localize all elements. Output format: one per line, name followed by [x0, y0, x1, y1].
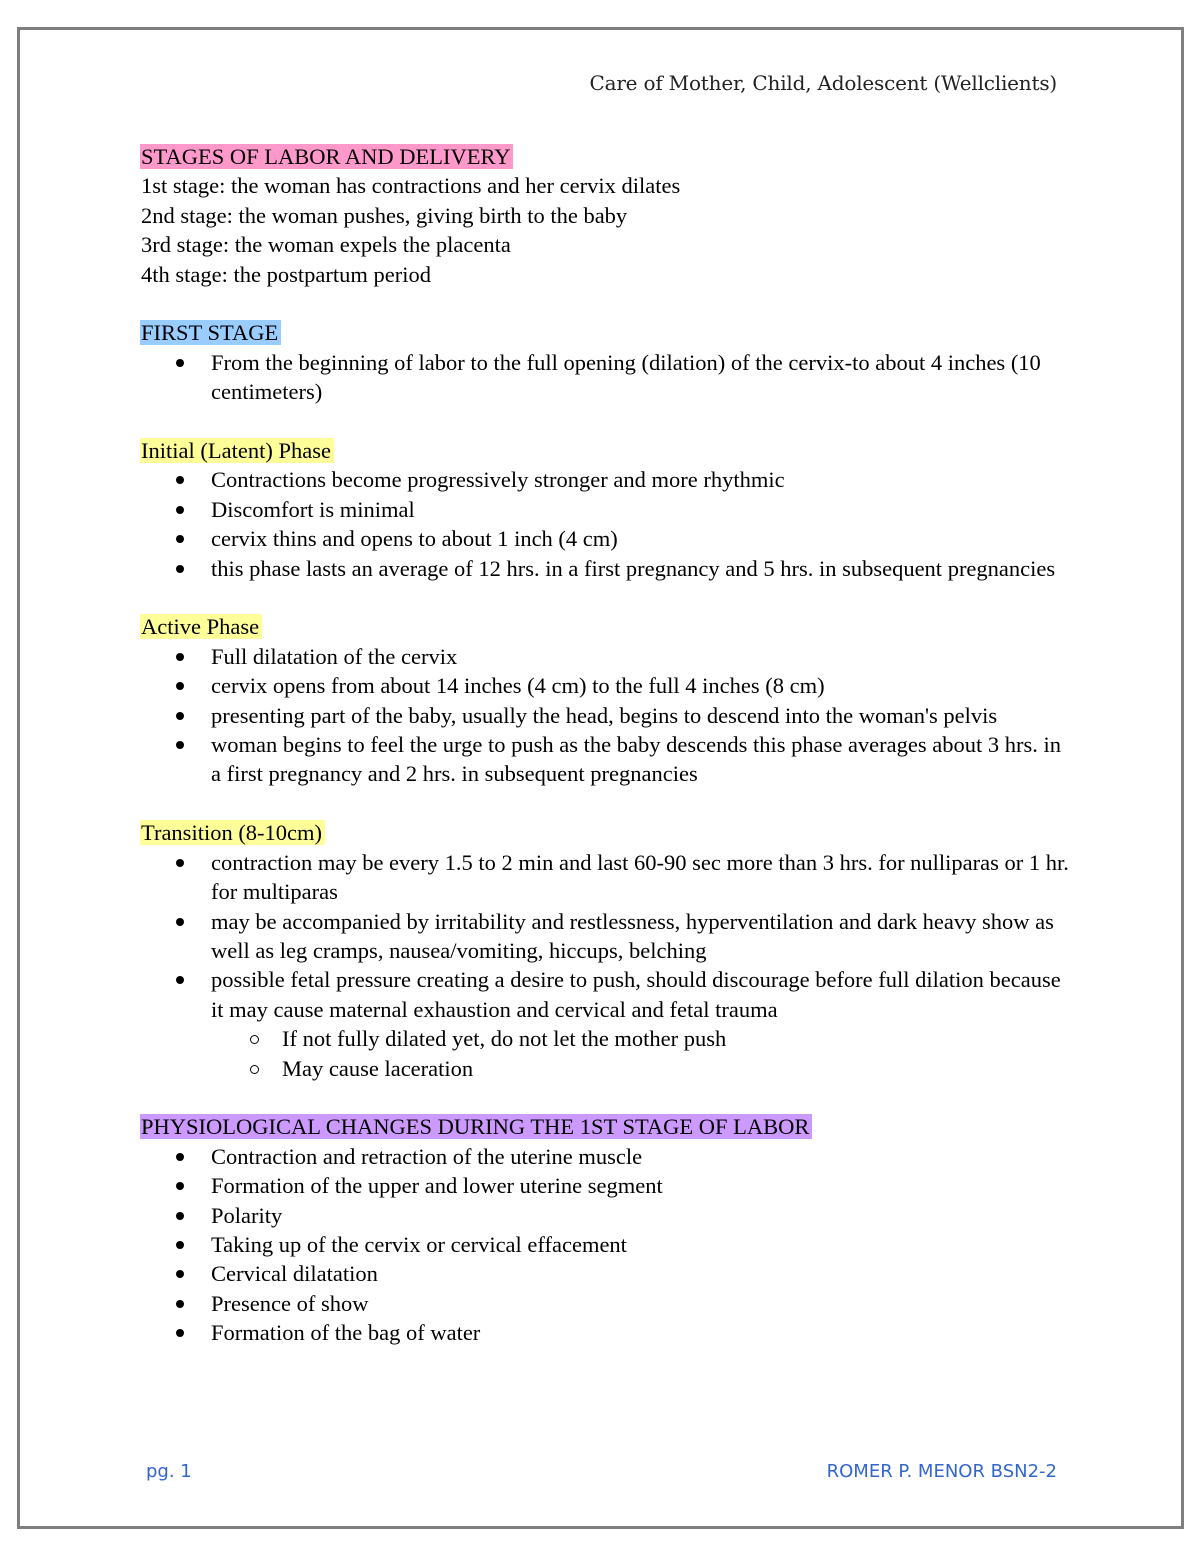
active-phase-list	[141, 642, 1071, 789]
transition-heading-line	[141, 818, 1071, 847]
stage-line: 3rd stage: the woman expels the placenta	[141, 232, 511, 258]
list-item: presenting part of the baby, usually the head, begins to descend into the woman's pelvis	[141, 701, 1071, 730]
list-item: possible fetal pressure creating a desire to push, should discourage before full dilation because it may cause maternal exhaustion and cervical and fetal trauma	[141, 965, 1071, 1024]
page-number: pg. 1	[146, 1461, 192, 1482]
list-item: Contractions become progressively stronger and more rhythmic	[141, 465, 1071, 494]
stages-heading-line	[141, 142, 1071, 171]
latent-phase-list	[141, 465, 1071, 583]
physiological-heading: PHYSIOLOGICAL CHANGES DURING THE 1ST STAGE OF LABOR	[140, 1114, 812, 1139]
list-item: Formation of the upper and lower uterine segment	[141, 1171, 1071, 1200]
document-body	[141, 142, 1071, 1348]
transition-heading: Transition (8-10cm)	[140, 820, 325, 845]
list-item: Taking up of the cervix or cervical effacement	[141, 1230, 1071, 1259]
sub-list-item: May cause laceration	[141, 1054, 1071, 1083]
list-item: this phase lasts an average of 12 hrs. in a first pregnancy and 5 hrs. in subsequent pregnancies	[141, 554, 1071, 583]
list-item: Presence of show	[141, 1289, 1071, 1318]
transition-list	[141, 848, 1071, 1083]
list-item: cervix thins and opens to about 1 inch (4 cm)	[141, 524, 1071, 553]
stage-line: 1st stage: the woman has contractions and her cervix dilates	[141, 173, 681, 199]
first-stage-heading-line	[141, 318, 1071, 347]
running-header: Care of Mother, Child, Adolescent (Wellclients)	[589, 71, 1057, 95]
active-phase-heading-line	[141, 612, 1071, 641]
latent-phase-heading: Initial (Latent) Phase	[140, 438, 334, 463]
list-item: contraction may be every 1.5 to 2 min and last 60-90 sec more than 3 hrs. for nulliparas or 1 hr. for multiparas	[141, 848, 1071, 907]
list-item: Formation of the bag of water	[141, 1318, 1071, 1347]
list-item: Contraction and retraction of the uterine muscle	[141, 1142, 1071, 1171]
stage-line: 4th stage: the postpartum period	[141, 261, 431, 287]
sub-list-item: If not fully dilated yet, do not let the mother push	[141, 1024, 1071, 1053]
list-item: may be accompanied by irritability and restlessness, hyperventilation and dark heavy show as well as leg cramps, nausea/vomiting, hiccups, belching	[141, 907, 1071, 966]
stage-line: 2nd stage: the woman pushes, giving birth to the baby	[141, 202, 628, 228]
list-item: Polarity	[141, 1201, 1071, 1230]
list-item: cervix opens from about 14 inches (4 cm) to the full 4 inches (8 cm)	[141, 671, 1071, 700]
list-item: Discomfort is minimal	[141, 495, 1071, 524]
list-item: Cervical dilatation	[141, 1259, 1071, 1288]
stages-heading: STAGES OF LABOR AND DELIVERY	[140, 144, 513, 169]
first-stage-heading: FIRST STAGE	[140, 320, 281, 345]
physiological-heading-line	[141, 1112, 1071, 1141]
list-item: woman begins to feel the urge to push as the baby descends this phase averages about 3 hrs. in a first pregnancy and 2 hrs. in subsequent pregnancies	[141, 730, 1071, 789]
first-stage-list	[141, 348, 1071, 407]
author-footer: ROMER P. MENOR BSN2-2	[826, 1461, 1057, 1482]
physiological-list	[141, 1142, 1071, 1348]
active-phase-heading: Active Phase	[140, 614, 262, 639]
list-item: Full dilatation of the cervix	[141, 642, 1071, 671]
latent-phase-heading-line	[141, 436, 1071, 465]
list-item: From the beginning of labor to the full opening (dilation) of the cervix-to about 4 inches (10 centimeters)	[141, 348, 1071, 407]
